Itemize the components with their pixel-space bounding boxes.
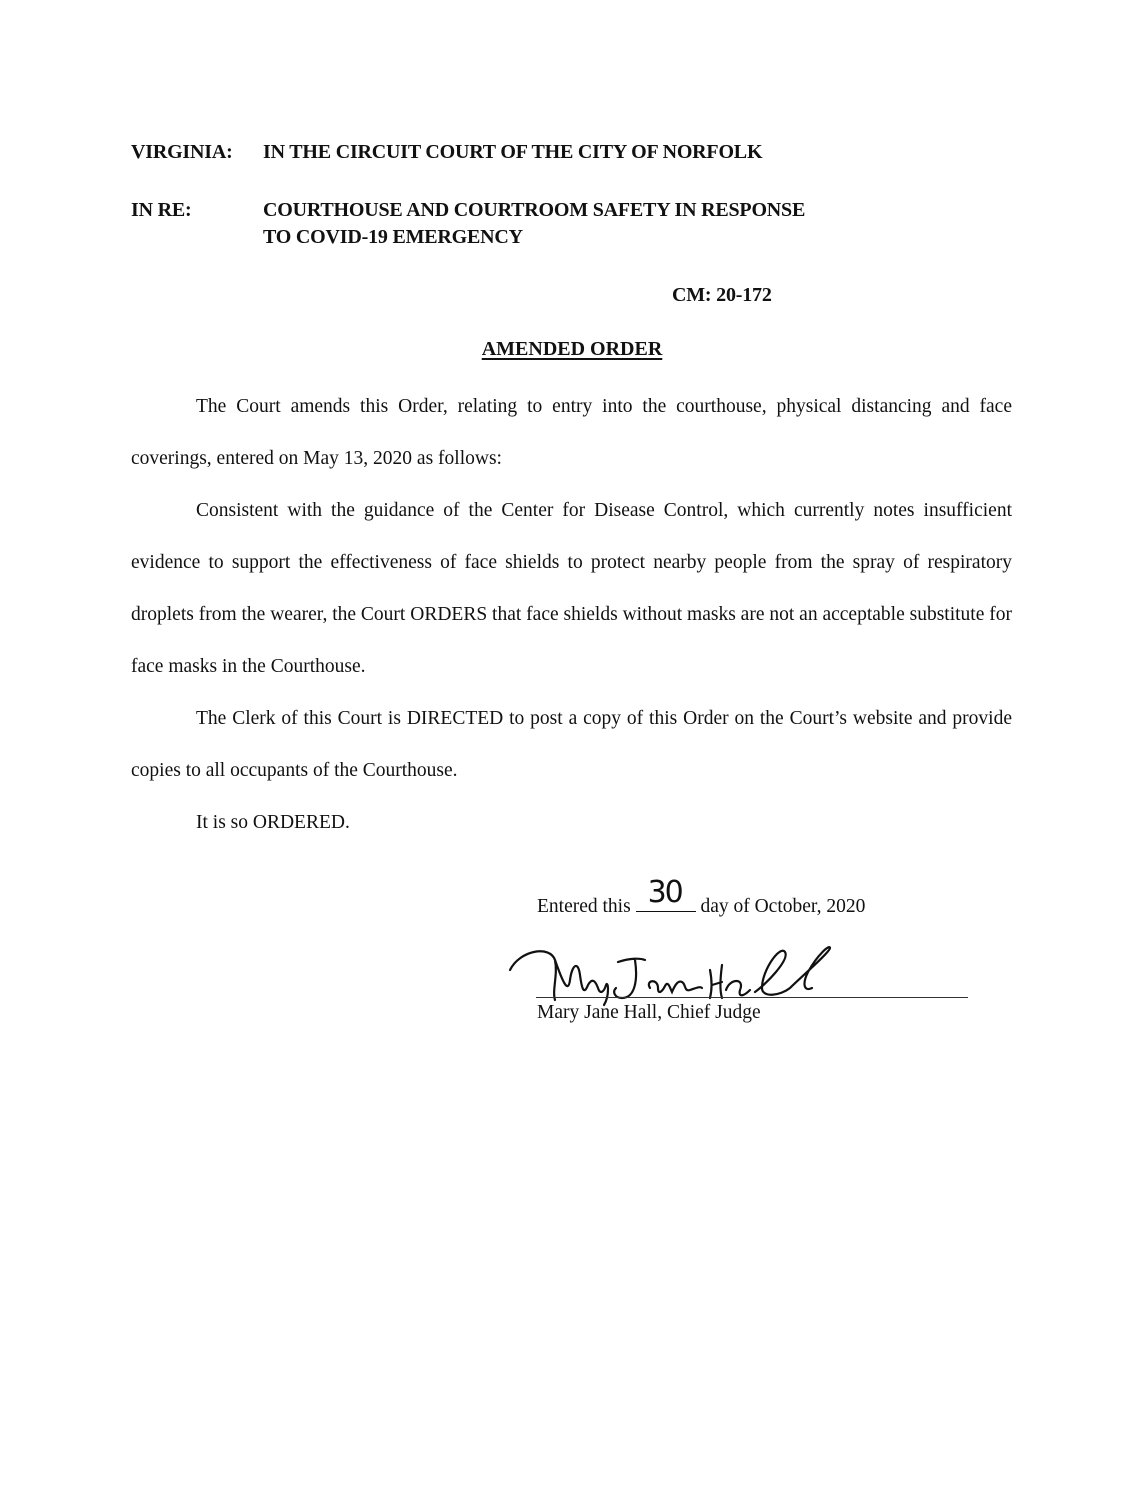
entry-prefix: Entered this xyxy=(537,896,631,917)
paragraph-amendment: The Court amends this Order, relating to entry into the courthouse, physical distancing and face coverings, entered on May 13, 2020 as follows: xyxy=(131,396,1012,469)
in-re-line-1: COURTHOUSE AND COURTROOM SAFETY IN RESPONSE xyxy=(263,199,806,221)
entry-day-blank xyxy=(636,875,696,912)
paragraph-face-shields: Consistent with the guidance of the Center for Disease Control, which currently notes insufficient evidence to support the effectiveness of face shields to protect nearby people from the spray of respiratory droplets from the wearer, the Court ORDERS that face shields without masks are not an acceptable substitute for face masks in the Courthouse. xyxy=(131,500,1012,677)
paragraph-so-ordered: It is so ORDERED. xyxy=(196,812,350,833)
document-title: AMENDED ORDER xyxy=(481,338,663,360)
handwritten-signature-icon xyxy=(500,940,900,1010)
entry-suffix: day of October, 2020 xyxy=(700,896,866,917)
case-number: CM: 20-172 xyxy=(672,284,772,306)
in-re-label: IN RE: xyxy=(131,199,192,221)
signer-printed-name: Mary Jane Hall, Chief Judge xyxy=(537,1002,761,1023)
jurisdiction-label: VIRGINIA: xyxy=(131,141,233,163)
in-re-line-2: TO COVID-19 EMERGENCY xyxy=(263,226,523,248)
entry-day-handwritten: 30 xyxy=(647,875,682,910)
order-body xyxy=(131,381,1012,849)
court-name: IN THE CIRCUIT COURT OF THE CITY OF NORFOLK xyxy=(263,141,763,163)
paragraph-clerk-directive: The Clerk of this Court is DIRECTED to post a copy of this Order on the Court’s website and provide copies to all occupants of the Courthouse. xyxy=(131,708,1012,781)
entry-date-line xyxy=(537,875,866,918)
signature-line xyxy=(536,997,968,998)
